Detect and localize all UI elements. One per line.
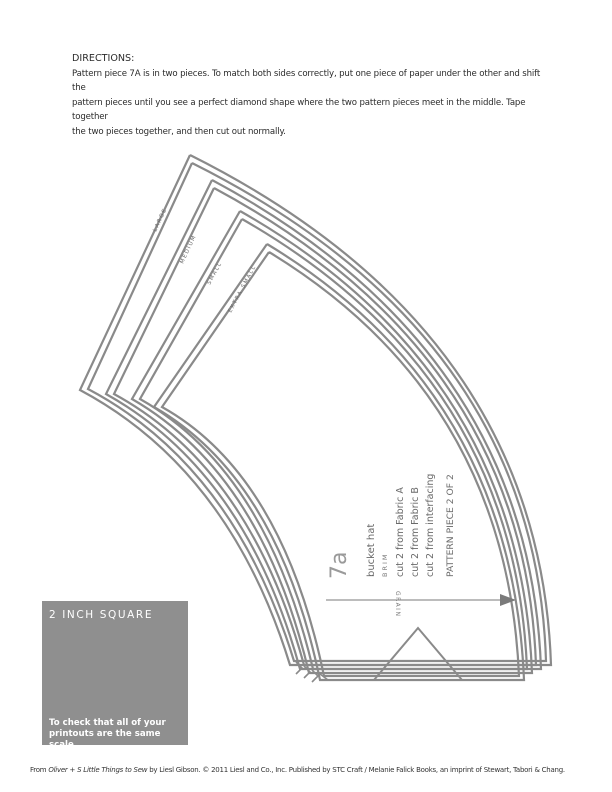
footer-prefix: From bbox=[30, 766, 49, 774]
directions-line-2: pattern pieces until you see a perfect diamond shape where the two pattern pieces meet in the middle. Tape together bbox=[72, 97, 526, 122]
cut-line-small-inner bbox=[140, 219, 527, 669]
directions-line-3: the two pieces together, and then cut out normally. bbox=[72, 126, 286, 137]
two-inch-scale-square bbox=[42, 601, 188, 750]
cut-line-large-inner bbox=[88, 163, 546, 661]
cut-line-extra-small-inner bbox=[162, 252, 519, 676]
directions-line-1: Pattern piece 7A is in two pieces. To match both sides correctly, put one piece of paper under the other and shift the bbox=[72, 68, 541, 93]
cut-instruction-2: cut 2 from Fabric B bbox=[410, 487, 421, 577]
scale-square-note-line-2: printouts are the same scale bbox=[49, 729, 161, 750]
piece-title: bucket hat bbox=[366, 523, 377, 577]
cut-line-medium bbox=[106, 180, 541, 669]
pattern-piece-label: PATTERN PIECE 2 OF 2 bbox=[445, 474, 456, 577]
grain-label: GRAIN bbox=[394, 591, 401, 618]
scale-square-title: 2 INCH SQUARE bbox=[49, 609, 154, 621]
footer-book-title: Oliver + S Little Things to Sew bbox=[48, 766, 148, 774]
footer-text: by Liesl Gibson. © 2011 Liesl and Co., Inc. Published by STC Craft / Melanie Falick Books, an imprint of Stewart, Tabori & Chang. bbox=[147, 766, 565, 774]
size-label-medium: MEDIUM bbox=[179, 233, 199, 265]
cut-instruction-3: cut 2 from interfacing bbox=[425, 473, 436, 577]
scale-square-note bbox=[49, 718, 187, 751]
size-label-small: SMALL bbox=[206, 260, 224, 286]
copyright-footer bbox=[30, 766, 602, 774]
piece-number: 7a bbox=[327, 551, 352, 579]
piece-subtitle: BRIM bbox=[381, 552, 389, 577]
cut-line-medium-inner bbox=[114, 188, 536, 665]
grain-line bbox=[326, 594, 516, 606]
scale-square-note-line-1: To check that all of your bbox=[49, 718, 166, 728]
cut-instruction-1: cut 2 from Fabric A bbox=[395, 487, 406, 577]
size-label-large: LARGE bbox=[152, 207, 169, 233]
directions-heading: DIRECTIONS: bbox=[72, 53, 135, 64]
size-label-extra-small: EXTRA SMALL bbox=[227, 264, 258, 314]
